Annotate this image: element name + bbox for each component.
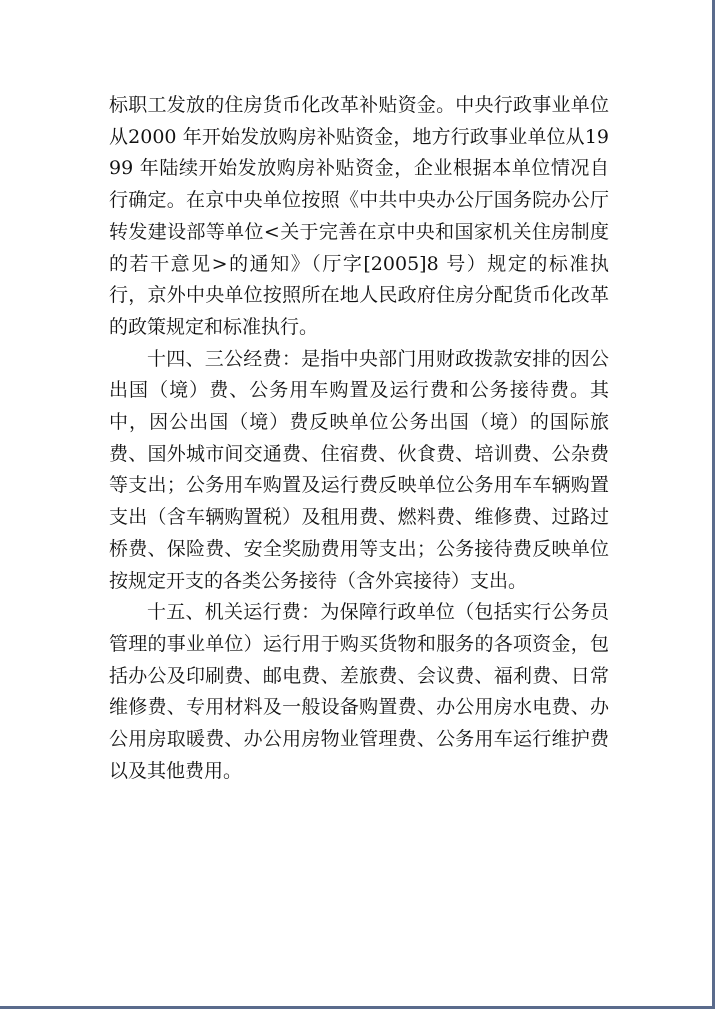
paragraph-agency-operating-expenses: 十五、机关运行费：为保障行政单位（包括实行公务员管理的事业单位）运行用于购买货物和服务的各项资金，包括办公及印刷费、邮电费、差旅费、会议费、福利费、日常维修费、专用材料及一般设备购置费、办公用房水电费、办公用房取暖费、办公用房物业管理费、公务用车运行维护费以及其他费用。 xyxy=(109,601,609,782)
paragraph-housing-subsidy: 标职工发放的住房货币化改革补贴资金。中央行政事业单位从2000 年开始发放购房补贴资金，地方行政事业单位从1999 年陆续开始发放购房补贴资金，企业根据本单位情况自行确定。在京中央单位按照《中共中央办公厅国务院办公厅转发建设部等单位<关于完善在京中央和国家机关住房制度的若干意见>的通知》（厅字[2005]8 号）规定的标准执行，京外中央单位按照所在地人民政府住房分配货币化改革的政策规定和标准执行。 xyxy=(109,94,609,338)
paragraph-three-public-expenses: 十四、三公经费：是指中央部门用财政拨款安排的因公出国（境）费、公务用车购置及运行费和公务接待费。其中，因公出国（境）费反映单位公务出国（境）的国际旅费、国外城市间交通费、住宿费、伙食费、培训费、公杂费等支出；公务用车购置及运行费反映单位公务用车车辆购置支出（含车辆购置税）及租用费、燃料费、维修费、过路过桥费、保险费、安全奖励费用等支出；公务接待费反映单位按规定开支的各类公务接待（含外宾接待）支出。 xyxy=(109,347,609,592)
document-body xyxy=(109,90,609,787)
